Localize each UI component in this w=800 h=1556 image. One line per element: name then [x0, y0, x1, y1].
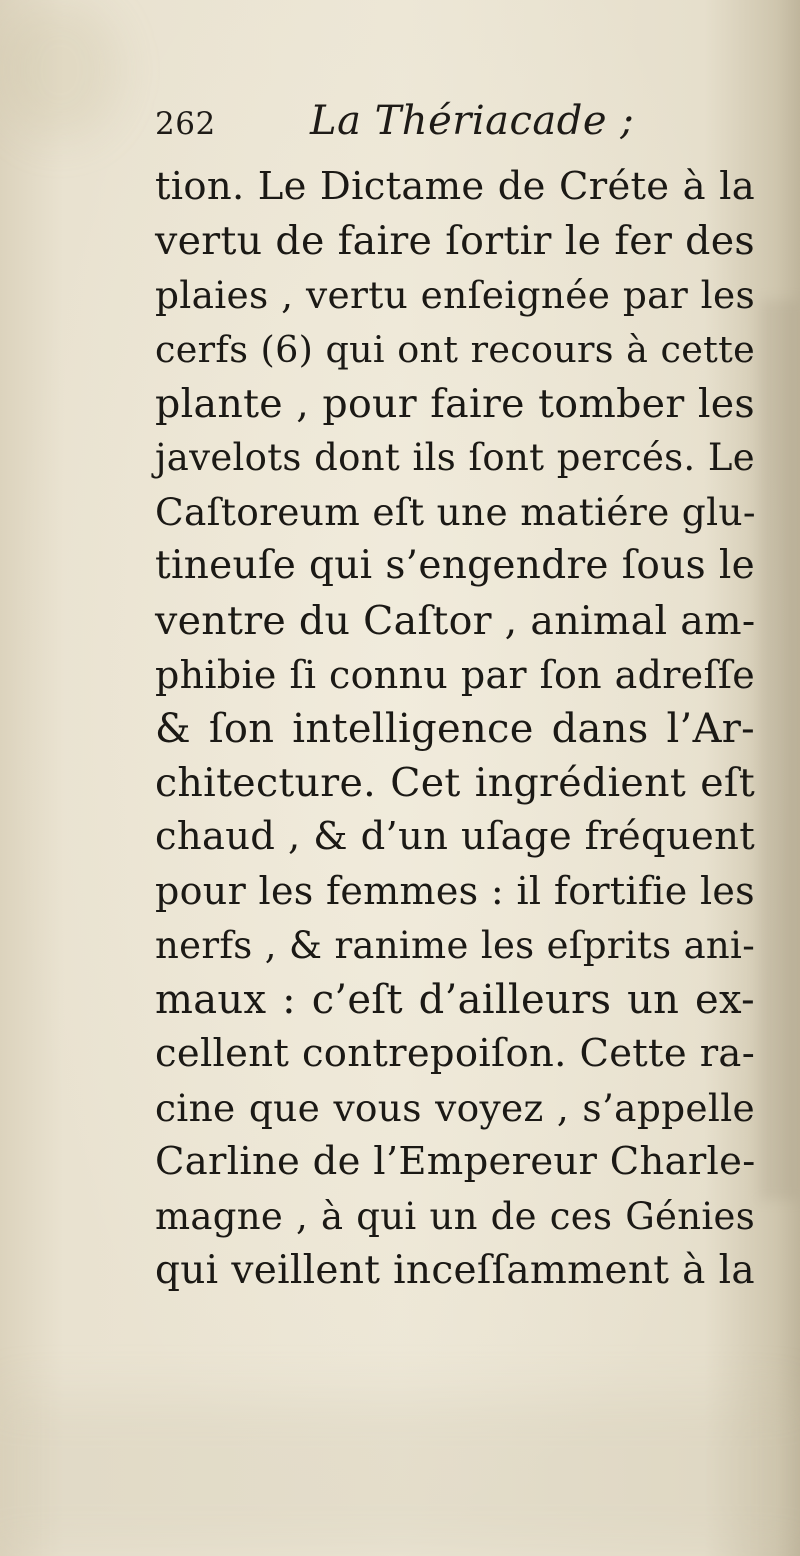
page-number: 262: [155, 106, 216, 142]
paper-stain: [0, 1396, 800, 1556]
text-line: phibie ſi connu par ſon adreſſe: [155, 652, 755, 697]
text-line: pour les femmes : il fortifie les: [155, 869, 755, 914]
body-text: [155, 160, 755, 1298]
page-header: [155, 96, 755, 156]
text-line: & ſon intelligence dans l’Ar-: [155, 705, 755, 752]
paper-stain: [0, 0, 120, 140]
text-line: plante , pour faire tomber les: [155, 380, 755, 427]
text-line: Carline de l’Empereur Charle-: [155, 1139, 756, 1185]
running-title: La Thériacade ;: [310, 98, 635, 144]
text-line: plaies , vertu enſeignée par les: [155, 273, 755, 318]
text-line: tineuſe qui s’engendre ſous le: [155, 543, 755, 589]
text-line: magne , à qui un de ces Génies: [155, 1194, 755, 1238]
text-line: qui veillent inceſſamment à la: [155, 1247, 755, 1293]
text-line: Caſtoreum eſt une matiére glu-: [155, 490, 756, 535]
text-line: ventre du Caſtor , animal am-: [155, 597, 756, 644]
text-line: maux : c’eſt d’ailleurs un ex-: [155, 976, 755, 1023]
text-line: chitecture. Cet ingrédient eſt: [155, 760, 755, 807]
text-line: tion. Le Dictame de Créte à la: [155, 164, 755, 209]
text-line: chaud , & d’un uſage fréquent: [155, 814, 755, 860]
text-line: cerfs (6) qui ont recours à cette: [155, 327, 755, 371]
text-line: vertu de faire ſortir le fer des: [155, 218, 755, 265]
page-edge-shadow: [760, 300, 800, 1200]
text-line: nerfs , & ranime les eſprits ani-: [155, 923, 755, 967]
text-line: cine que vous voyez , s’appelle: [155, 1086, 755, 1131]
text-line: cellent contrepoiſon. Cette ra-: [155, 1031, 755, 1076]
text-line: javelots dont ils ſont percés. Le: [155, 435, 755, 479]
